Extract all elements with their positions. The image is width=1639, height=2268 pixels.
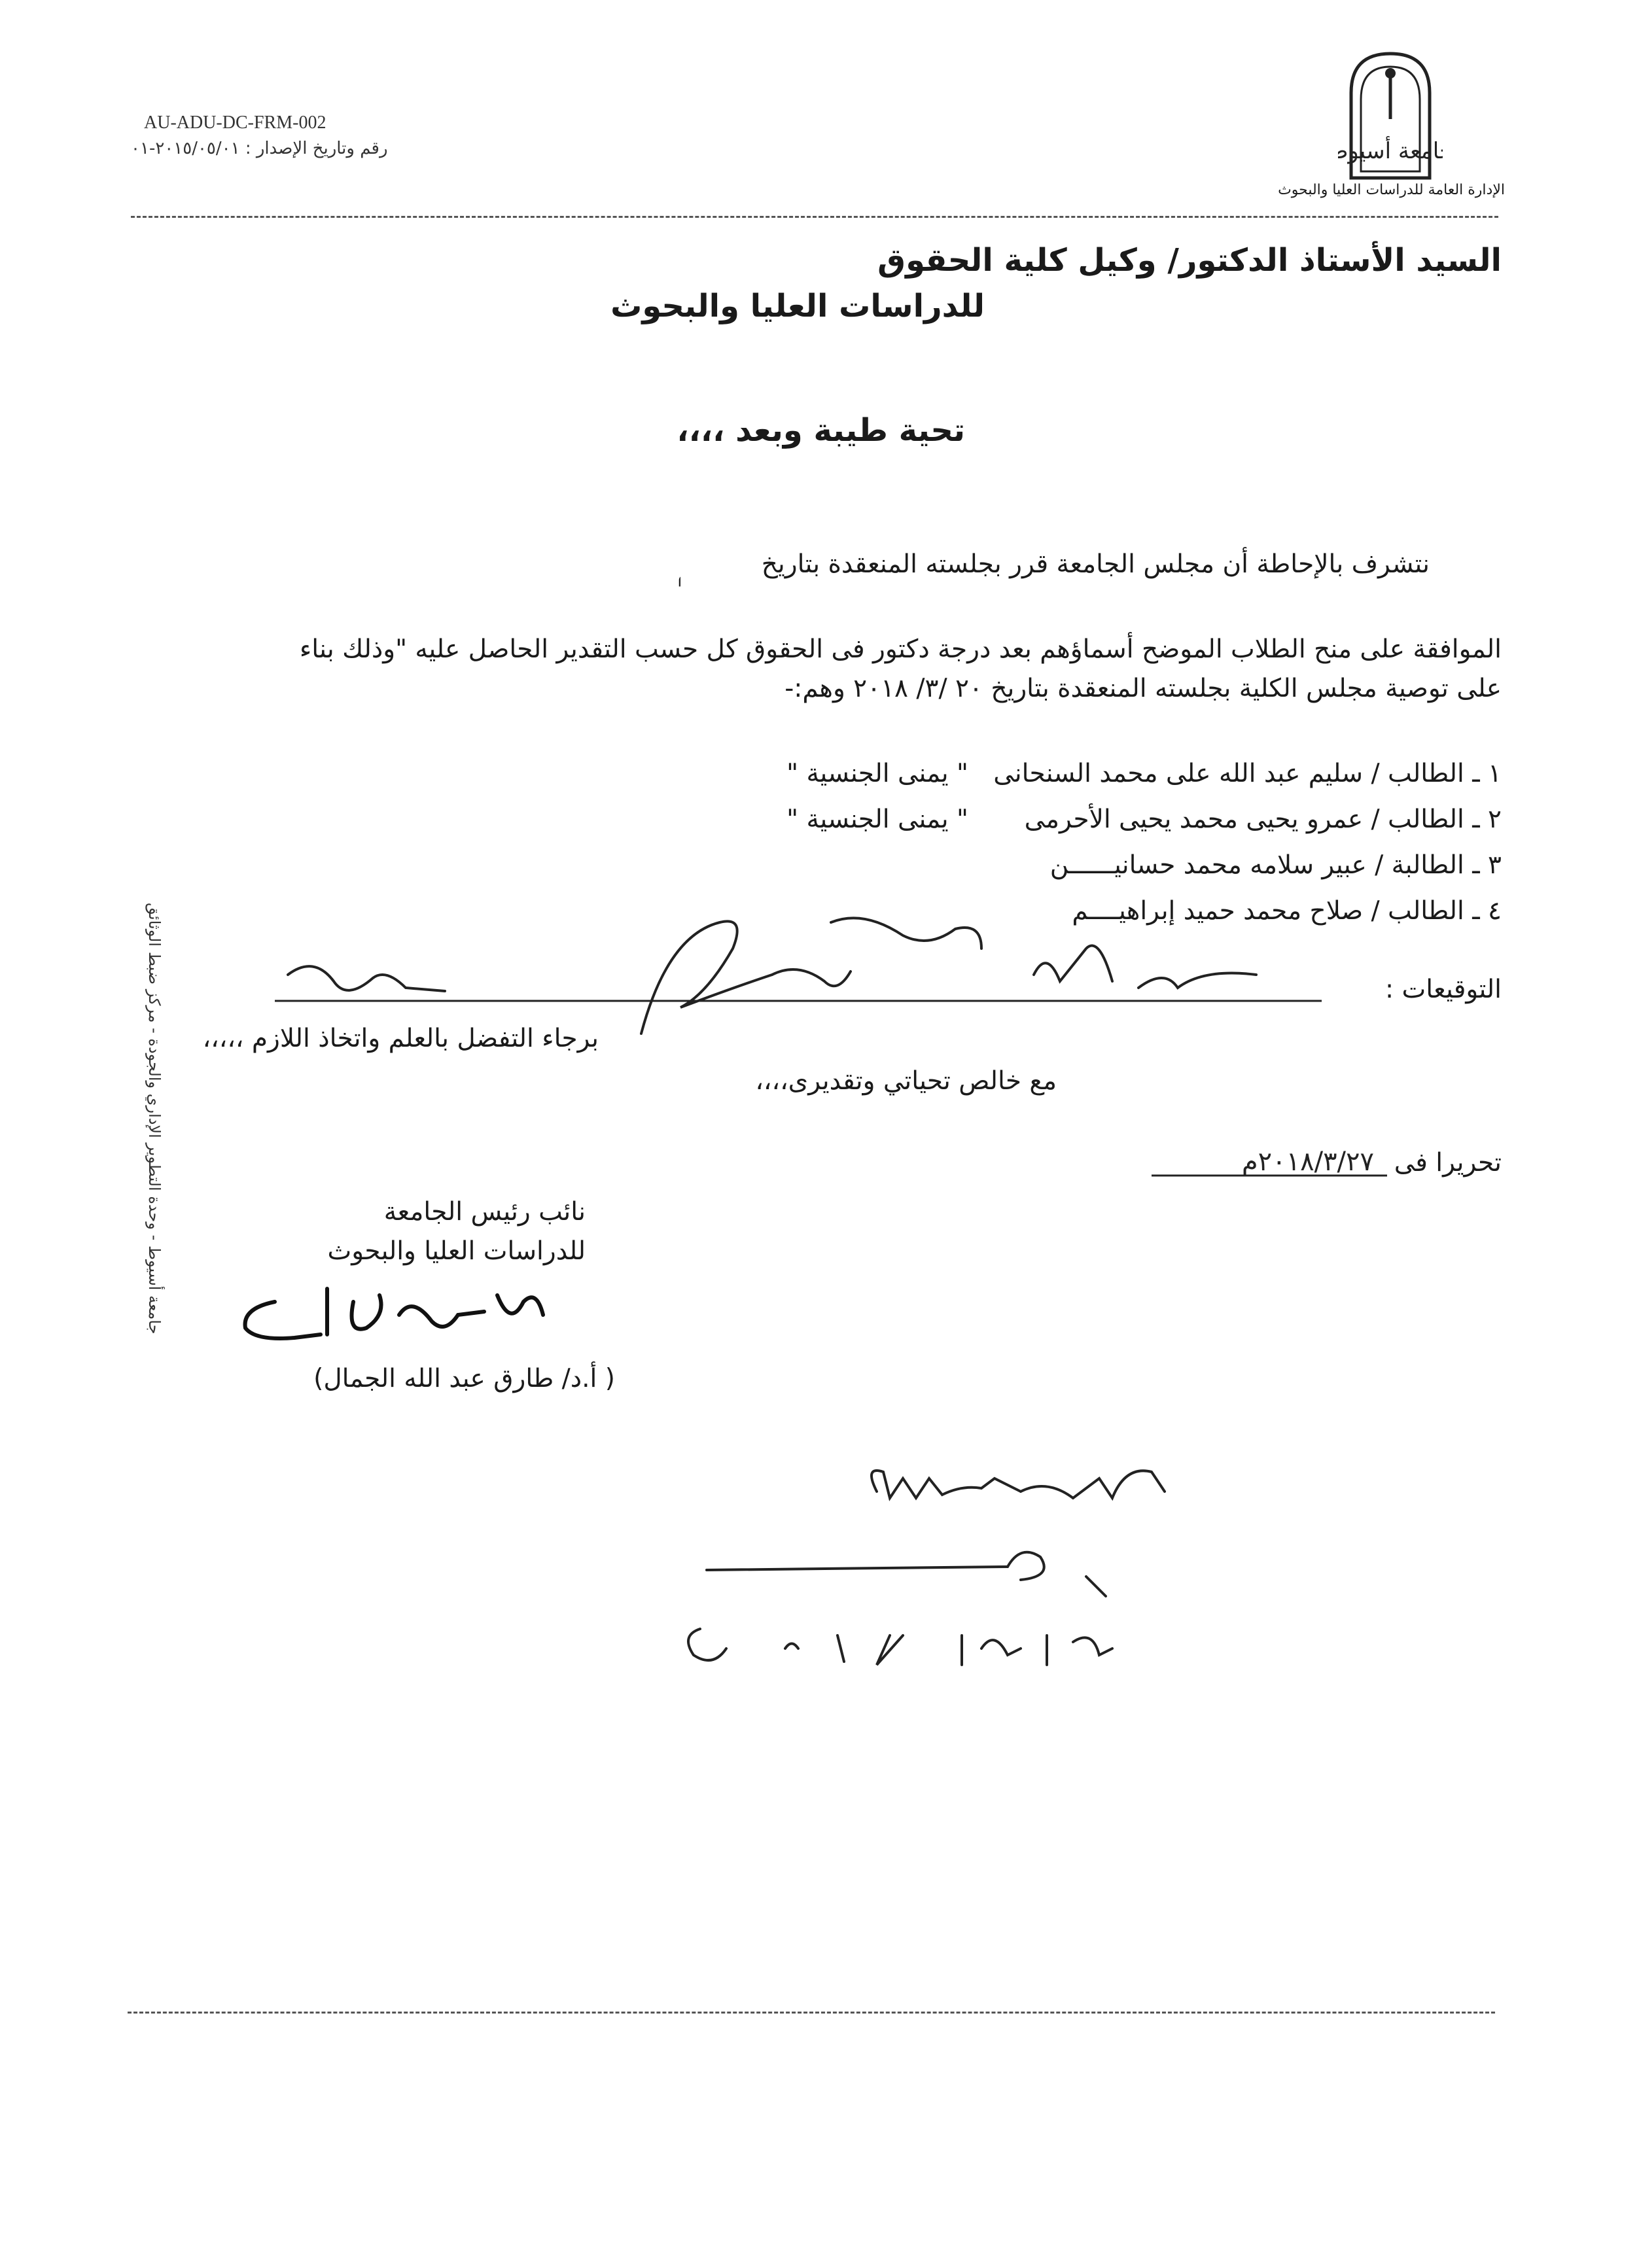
- handwritten-notes: [654, 1439, 1243, 1714]
- body-paragraph-3: على توصية مجلس الكلية بجلسته المنعقدة بتاريخ ٢٠ /٣/ ٢٠١٨ وهم:-: [784, 674, 1502, 703]
- student-item: ١ ـ الطالب / سليم عبد الله على محمد السنحانى: [993, 759, 1502, 788]
- signatory-name: ( أ.د/ طارق عبد الله الجمال): [313, 1364, 615, 1393]
- dated-label: تحريرا فى: [1394, 1148, 1502, 1178]
- student-nationality: " يمنى الجنسية ": [786, 805, 968, 834]
- student-item: ٣ ـ الطالبة / عبير سلامه محمد حسانيــــــن: [1049, 850, 1502, 880]
- office-name: الإدارة العامة للدراسات العليا والبحوث: [1278, 182, 1505, 198]
- side-stamp-text: جامعة أسيوط - وحدة التطوير الإداري والجودة - مركز ضبط الوثائق: [145, 903, 164, 1335]
- university-logo: [1338, 47, 1443, 184]
- student-item: ٢ ـ الطالب / عمرو يحيى محمد يحيى الأحرمى: [1024, 805, 1502, 834]
- body-paragraph-2: الموافقة على منح الطلاب الموضح أسماؤهم بعد درجة دكتور فى الحقوق كل حسب التقدير الحاصل عليه "وذلك بناء: [299, 635, 1502, 664]
- closing-line-1: برجاء التفضل بالعلم واتخاذ اللازم ،،،،،: [202, 1024, 599, 1053]
- issue-date-text: ٢٠١٨/٣/٢٧م: [1241, 1147, 1374, 1177]
- handwritten-meeting-date: [484, 551, 680, 590]
- signatures-label: التوقيعات :: [1385, 975, 1502, 1004]
- addressee-line-2: للدراسات العليا والبحوث: [610, 288, 985, 324]
- body-paragraph-1: نتشرف بالإحاطة أن مجلس الجامعة قرر بجلسته المنعقدة بتاريخ: [761, 550, 1430, 579]
- issue-date-label: رقم وتاريخ الإصدار : ٢٠١٥/٠٥/٠١-٠١: [131, 139, 388, 158]
- addressee-line-1: السيد الأستاذ الدكتور/ وكيل كلية الحقوق: [877, 242, 1502, 279]
- student-item: ٤ ـ الطالب / صلاح محمد حميد إبراهيــــم: [1072, 896, 1502, 926]
- footer-divider: [128, 2012, 1495, 2014]
- vice-president-signature: [236, 1276, 550, 1348]
- form-code: AU-ADU-DC-FRM-002: [144, 113, 326, 133]
- committee-signatures: [275, 909, 1322, 1040]
- handwritten-issue-date: [1152, 1142, 1387, 1181]
- logo-text: امعة أسيو: [1348, 138, 1440, 164]
- header-divider: [131, 216, 1498, 218]
- signatory-title-2: للدراسات العليا والبحوث: [327, 1236, 586, 1266]
- closing-line-2: مع خالص تحياتي وتقديرى،،،،: [755, 1066, 1057, 1096]
- meeting-date-text: [677, 557, 680, 587]
- greeting: تحية طيبة وبعد ،،،،: [677, 412, 965, 449]
- side-stamp: [137, 903, 170, 1361]
- student-nationality: " يمنى الجنسية ": [786, 759, 968, 788]
- signatory-title-1: نائب رئيس الجامعة: [383, 1197, 586, 1227]
